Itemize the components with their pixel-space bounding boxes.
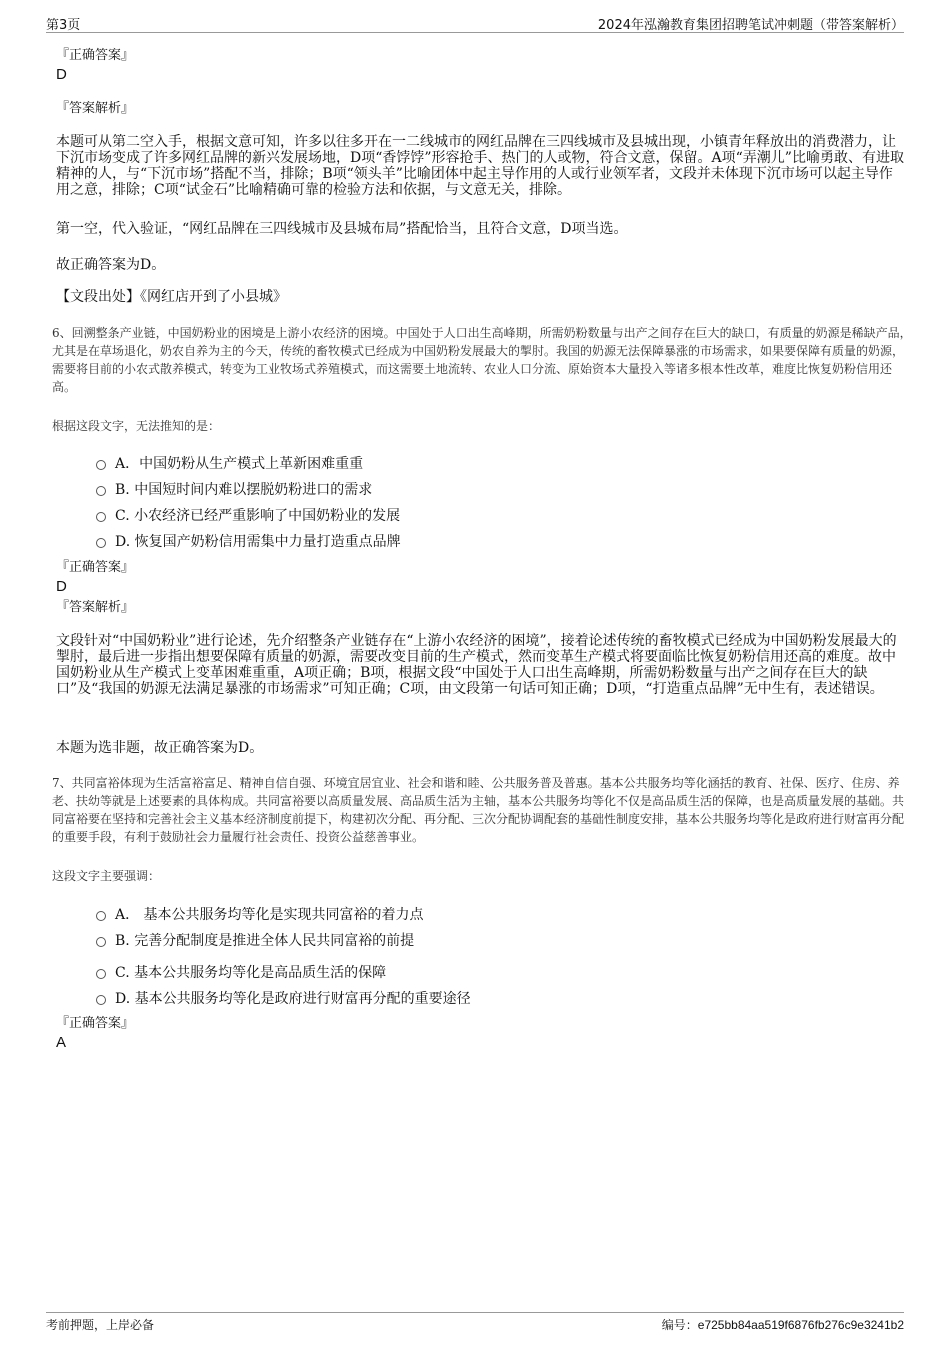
q6-option-a[interactable]: A．中国奶粉从生产模式上革新困难重重 — [96, 453, 363, 473]
radio-icon[interactable] — [96, 969, 106, 979]
prev-source: 【文段出处】《网红店开到了小县城》 — [56, 289, 287, 305]
q7-correct-answer: A — [56, 1034, 67, 1051]
q6-stem: 6、回溯整条产业链，中国奶粉业的困境是上游小农经济的困境。中国处于人口出生高峰期，所需奶粉数量与出产之间存在巨大的缺口，有质量的奶源是稀缺产品，尤其是在草场退化，奶农自养为主的今天，传统的畜牧模式已经成为中国奶粉发展最大的掣肘。我国的奶源无法保障暴涨的市场需求，如果要保障有质量的奶源，需要将目前的小农式散养模式，转变为工业牧场式养殖模式，而这需要土地流转、农业人口分流、原始资本大量投入等诸多根本性改革，难度比恢复奶粉信用还高。 — [52, 326, 912, 394]
q7-stem: 7、共同富裕体现为生活富裕富足、精神自信自强、环境宜居宜业、社会和谐和睦、公共服务普及普惠。基本公共服务均等化涵括的教育、社保、医疗、住房、养老、扶幼等就是上述要素的具体构成。共同富裕要以高质量发展、高品质生活为主轴，基本公共服务均等化不仅是高品质生活的保障，也是高质量发展的基础。共同富裕要在坚持和完善社会主义基本经济制度前提下，构建初次分配、再分配、三次分配协调配套的基础性制度安排，基本公共服务均等化是政府进行财富再分配的重要手段，有利于鼓励社会力量履行社会责任、投资公益慈善事业。 — [52, 776, 905, 844]
q6-correct-answer: D — [56, 578, 67, 595]
q6-correct-label: 『正确答案』 — [56, 560, 135, 575]
q6-option-b[interactable]: B. 中国短时间内难以摆脱奶粉进口的需求 — [96, 479, 372, 499]
radio-icon[interactable] — [96, 995, 106, 1005]
page-header — [46, 14, 904, 33]
footer-code: 编号：e725bb84aa519f6876fb276c9e3241b2 — [661, 1318, 904, 1332]
prev-analysis-paragraph-3: 故正确答案为D。 — [56, 257, 166, 273]
q6-analysis-paragraph-1: 文段针对“中国奶粉业”进行论述，先介绍整条产业链存在“上游小农经济的困境”，接着论述传统的畜牧模式已经成为中国奶粉发展最大的掣肘，最后进一步指出想要保障有质量的奶源，需要改变目前的生产模式，然而变革生产模式将要面临比恢复奶粉信用还高的难度。故中国奶粉业从生产模式上变革困难重重，A项正确；B项，根据文段“中国处于人口出生高峰期，所需奶粉数量与出产之间存在巨大的缺口”及“我国的奶源无法满足暴涨的市场需求”可知正确；C项，由文段第一句话可知正确；D项，“打造重点品牌”无中生有，表述错误。 — [56, 633, 897, 697]
footer-slogan: 考前押题，上岸必备 — [46, 1318, 155, 1332]
prev-analysis-label: 『答案解析』 — [56, 101, 135, 116]
q7-option-d[interactable]: D. 基本公共服务均等化是政府进行财富再分配的重要途径 — [96, 988, 471, 1008]
q7-question: 这段文字主要强调： — [52, 869, 161, 883]
radio-icon[interactable] — [96, 538, 106, 548]
q6-option-c[interactable]: C. 小农经济已经严重影响了中国奶粉业的发展 — [96, 505, 400, 525]
q6-analysis-paragraph-2: 本题为选非题，故正确答案为D。 — [56, 740, 264, 756]
prev-correct-label: 『正确答案』 — [56, 48, 135, 63]
prev-correct-answer: D — [56, 66, 67, 83]
q6-analysis-label: 『答案解析』 — [56, 600, 135, 615]
radio-icon[interactable] — [96, 911, 106, 921]
document-title: 2024年泓瀚教育集团招聘笔试冲刺题（带答案解析） — [597, 18, 904, 33]
q7-option-b[interactable]: B. 完善分配制度是推进全体人民共同富裕的前提 — [96, 930, 414, 950]
radio-icon[interactable] — [96, 512, 106, 522]
q6-question: 根据这段文字，无法推知的是： — [52, 419, 221, 433]
radio-icon[interactable] — [96, 937, 106, 947]
q6-option-d[interactable]: D. 恢复国产奶粉信用需集中力量打造重点品牌 — [96, 531, 401, 551]
page-number: 第3页 — [46, 18, 81, 33]
radio-icon[interactable] — [96, 460, 106, 470]
q7-option-a[interactable]: A． 基本公共服务均等化是实现共同富裕的着力点 — [96, 904, 424, 924]
page-footer — [46, 1312, 904, 1333]
prev-analysis-paragraph-1: 本题可从第二空入手，根据文意可知，许多以往多开在一二线城市的网红品牌在三四线城市及县城出现，小镇青年释放出的消费潜力，让下沉市场变成了许多网红品牌的新兴发展场地，D项“香饽饽”形容抢手、热门的人或物，符合文意，保留。A项“弄潮儿”比喻勇敢、有进取精神的人，与“下沉市场”搭配不当，排除；B项“领头羊”比喻团体中起主导作用的人或行业领军者，文段并未体现下沉市场可以起主导作用之意，排除；C项“试金石”比喻精确可靠的检验方法和依据，与文意无关，排除。 — [56, 134, 904, 198]
prev-analysis-paragraph-2: 第一空，代入验证，“网红品牌在三四线城市及县城布局”搭配恰当，且符合文意，D项当选。 — [56, 221, 628, 237]
q7-option-c[interactable]: C. 基本公共服务均等化是高品质生活的保障 — [96, 962, 386, 982]
q7-correct-label: 『正确答案』 — [56, 1016, 135, 1031]
radio-icon[interactable] — [96, 486, 106, 496]
